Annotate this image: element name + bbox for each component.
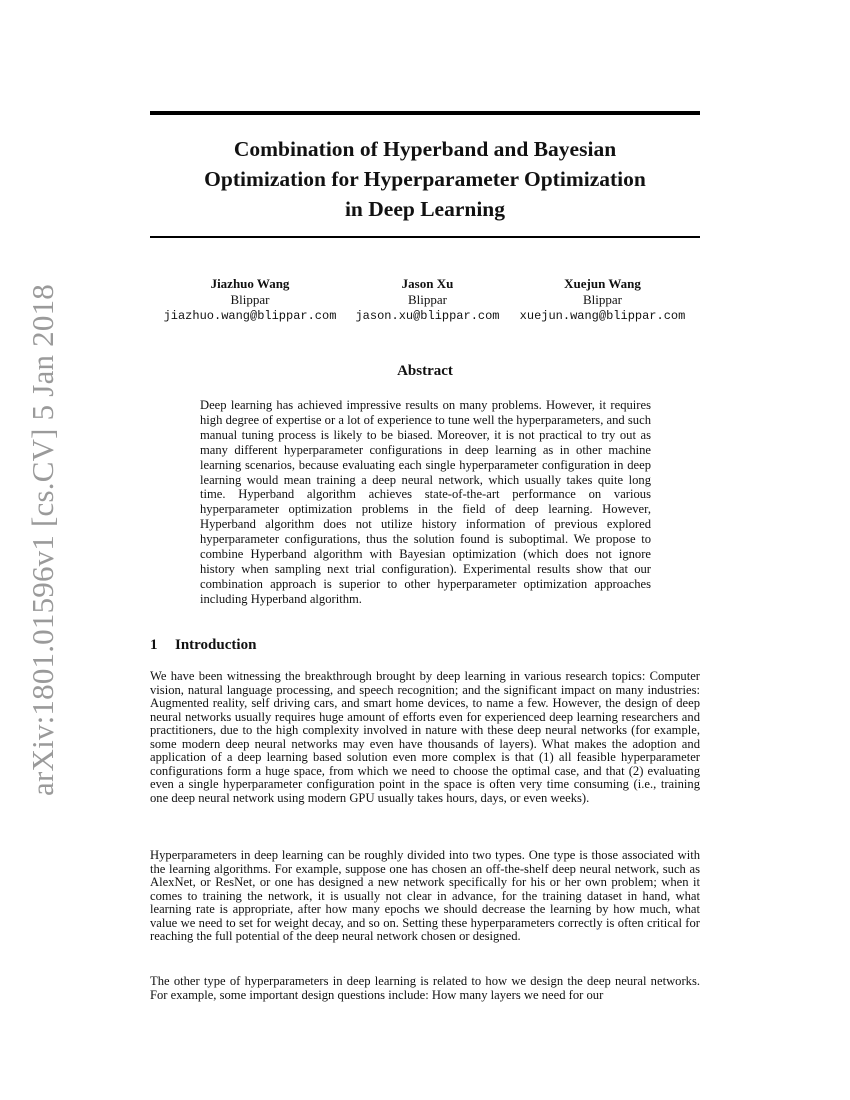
paper-title [150,134,700,224]
author-affiliation: Blippar [230,292,270,307]
author-block [510,276,695,324]
arxiv-identifier-stamp: arXiv:1801.01596v1 [cs.CV] 5 Jan 2018 [25,284,60,796]
section-title: Introduction [175,637,257,653]
body-paragraph: Hyperparameters in deep learning can be roughly divided into two types. One type is those associated with the learning algorithms. For example, suppose one has chosen an off-the-shelf deep neural network, such as AlexNet, or ResNet, or one has designed a new network specifically for his or her own problem; when it comes to training the network, it is usually not clear in advance, for the training dataset in hand, what learning rate is appropriate, after how many epochs we should decrease the learning by how much, what value we need to set for weight decay, and so on. Setting these hyperparameters correctly is often critical for reaching the full potential of the deep neural network chosen or designed. [150,848,700,943]
author-name: Jason Xu [401,276,454,291]
title-top-rule [150,111,700,115]
abstract-text: Deep learning has achieved impressive results on many problems. However, it requires high degree of expertise or a lot of experience to tune well the hyperparameters, and such manual tuning process is likely to be biased. Moreover, it is not practical to try out as many different hyperparameter configurations in deep learning as in other machine learning scenarios, because evaluating each single hyperparameter configuration in deep learning would mean training a deep neural network, which usually takes quite long time. Hyperband algorithm achieves state-of-the-art performance on various hyperparameter optimization problems in the field of deep learning. However, Hyperband algorithm does not utilize history information of previous explored hyperparameter configurations, thus the solution found is suboptimal. We propose to combine Hyperband algorithm with Bayesian optimization (which does not ignore history when sampling next trial configuration). Experimental results show that our combination approach is superior to other hyperparameter optimization approaches including Hyperband algorithm. [200,398,651,606]
author-name: Xuejun Wang [564,276,641,291]
author-name: Jiazhuo Wang [210,276,290,291]
section-number: 1 [150,637,158,653]
author-block [155,276,345,324]
author-email: xuejun.wang@blippar.com [519,309,686,323]
title-line: in Deep Learning [344,197,506,221]
author-email: jason.xu@blippar.com [355,309,500,323]
title-line: Combination of Hyperband and Bayesian [233,137,617,161]
title-line: Optimization for Hyperparameter Optimization [204,167,646,191]
author-affiliation: Blippar [408,292,447,307]
author-affiliation: Blippar [583,292,622,307]
abstract-heading: Abstract [397,363,453,379]
author-block [345,276,510,324]
section-heading [150,637,700,654]
body-paragraph: The other type of hyperparameters in deep learning is related to how we design the deep neural networks. For example, some important design questions include: How many layers we need for our [150,974,700,1002]
title-bottom-rule [150,236,700,238]
author-email: jiazhuo.wang@blippar.com [163,309,337,323]
body-paragraph: We have been witnessing the breakthrough brought by deep learning in various research topics: Computer vision, natural language processing, and speech recognition; and the significant impact on many industries: Augmented reality, self driving cars, and smart home devices, to name a few. However, the design of deep neural networks usually requires huge amount of efforts even for experienced deep learning researchers and practitioners, due to the high complexity involved in nature with these deep neural networks (for example, some modern deep neural networks may even have thousands of layers). What makes the adoption and application of a deep learning based solution even more complex is that (1) all feasible hyperparameter configurations form a huge space, from which we need to choose the optimal case, and that (2) evaluating even a single hyperparameter configuration point in the space is often very time consuming (i.e., training one deep neural network using modern GPU usually takes hours, days, or even weeks). [150,669,700,805]
